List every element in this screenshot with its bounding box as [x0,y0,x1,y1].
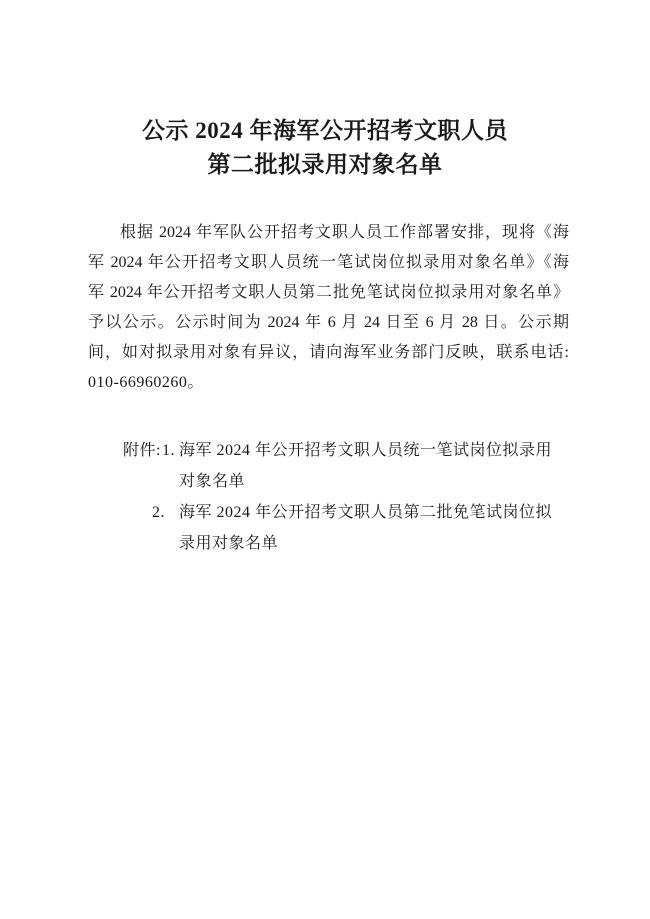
body-line: 军 2024 年公开招考文职人员第二批免笔试岗位拟录用对象名单》 [88,284,569,301]
attachment-text-1 [179,435,605,497]
attachment-line: 海军 2024 年公开招考文职人员统一笔试岗位拟录用 [179,442,553,459]
attachments-section [123,435,605,559]
attachment-line: 海军 2024 年公开招考文职人员第二批免笔试岗位拟 [179,504,553,521]
attachment-item-2 [123,497,605,559]
attachment-prefix-1 [123,435,179,466]
body-line: 间，如对拟录用对象有异议，请向海军业务部门反映，联系电话: [88,344,569,361]
body-paragraph [88,218,569,398]
attachment-item-1 [123,435,605,497]
attachment-number-2: 2. [152,504,165,521]
attachment-prefix-2 [123,497,179,528]
body-line-phone: 010-66960260。 [88,374,204,391]
attachments-label: 附件: [123,442,161,459]
document-title-line-1: 公示 2024 年海军公开招考文职人员 [142,118,508,143]
body-line: 军 2024 年公开招考文职人员统一笔试岗位拟录用对象名单》《海 [88,254,569,271]
attachment-line: 录用对象名单 [179,535,279,552]
document-title-line-2: 第二批拟录用对象名单 [207,152,443,177]
body-line: 予以公示。公示时间为 2024 年 6 月 24 日至 6 月 28 日。公示期 [88,314,569,331]
body-line: 根据 2024 年军队公开招考文职人员工作部署安排，现将《海 [120,224,569,241]
document-title [0,0,650,182]
attachment-line: 对象名单 [179,473,246,490]
attachment-number-1: 1. [161,442,175,459]
attachment-text-2 [179,497,605,559]
